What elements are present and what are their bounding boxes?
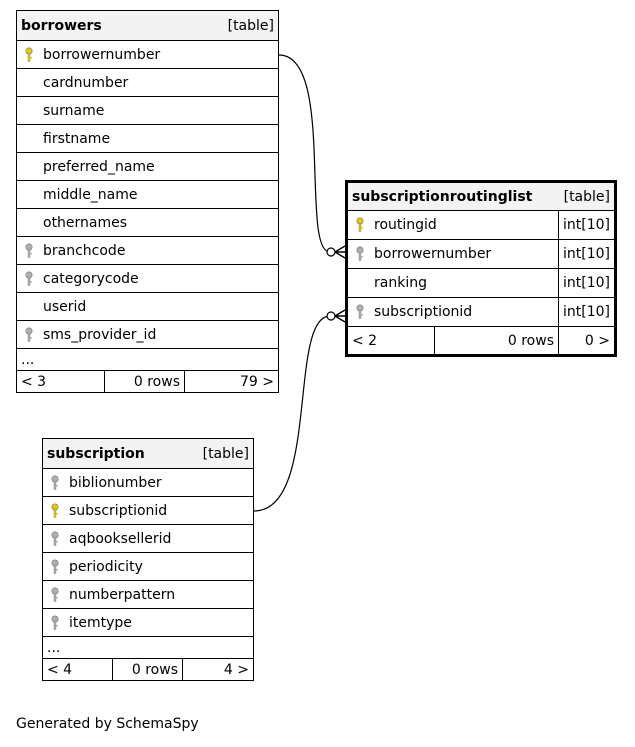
foreign-key-icon	[25, 327, 33, 343]
column-type: int[10]	[559, 269, 616, 298]
column-name: firstname	[43, 130, 111, 147]
parents-count[interactable]: < 2	[347, 327, 435, 356]
column-row[interactable]	[17, 321, 279, 349]
table-type: [table]	[202, 445, 249, 462]
column-row[interactable]	[43, 581, 254, 609]
column-row[interactable]	[17, 293, 279, 321]
column-row[interactable]	[17, 209, 279, 237]
column-name: numberpattern	[69, 586, 176, 603]
column-row[interactable]	[43, 525, 254, 553]
more-columns: ...	[17, 349, 279, 371]
column-row[interactable]	[17, 125, 279, 153]
column-row[interactable]	[17, 97, 279, 125]
column-name: aqbooksellerid	[69, 530, 172, 547]
column-row[interactable]	[17, 237, 279, 265]
column-name: itemtype	[69, 614, 132, 631]
column-name: borrowernumber	[374, 246, 492, 262]
table-header[interactable]	[17, 11, 279, 41]
table-type: [table]	[563, 188, 610, 205]
column-row[interactable]	[17, 265, 279, 293]
table-name: subscription	[47, 445, 145, 462]
parents-count[interactable]: < 3	[17, 371, 105, 393]
subscription-table[interactable]	[42, 438, 254, 681]
column-name: surname	[43, 102, 105, 119]
column-name: branchcode	[43, 242, 126, 259]
column-row[interactable]	[17, 181, 279, 209]
foreign-key-icon	[51, 587, 59, 603]
column-row[interactable]	[43, 609, 254, 637]
column-name: borrowernumber	[43, 46, 161, 63]
foreign-key-icon	[51, 475, 59, 491]
primary-key-icon	[356, 217, 364, 233]
generated-by-label: Generated by SchemaSpy	[16, 716, 199, 732]
column-type: int[10]	[559, 211, 616, 240]
children-count[interactable]: 4 >	[183, 659, 254, 681]
parents-count[interactable]: < 4	[43, 659, 113, 681]
column-name: sms_provider_id	[43, 326, 157, 343]
subscriptionroutinglist-table[interactable]	[345, 180, 617, 357]
table-header[interactable]	[43, 439, 254, 469]
column-name: subscriptionid	[374, 304, 473, 320]
foreign-key-icon	[25, 271, 33, 287]
column-row[interactable]	[17, 69, 279, 97]
column-name: routingid	[374, 217, 437, 233]
column-type: int[10]	[559, 298, 616, 327]
foreign-key-icon	[51, 615, 59, 631]
column-row[interactable]	[347, 269, 616, 298]
table-name: subscriptionroutinglist	[352, 188, 533, 205]
foreign-key-icon	[356, 304, 364, 320]
column-name: userid	[43, 298, 87, 315]
table-name: borrowers	[21, 17, 102, 34]
link-borrowers-routing	[279, 55, 330, 252]
children-count[interactable]: 0 >	[559, 327, 616, 356]
column-name: preferred_name	[43, 158, 155, 175]
table-header[interactable]	[347, 182, 616, 211]
foreign-key-icon	[51, 559, 59, 575]
borrowers-table[interactable]	[16, 10, 279, 393]
column-row[interactable]	[347, 240, 616, 269]
column-row[interactable]	[17, 41, 279, 69]
column-row[interactable]	[43, 497, 254, 525]
foreign-key-icon	[25, 243, 33, 259]
row-count: 0 rows	[105, 371, 185, 393]
primary-key-icon	[51, 503, 59, 519]
column-name: biblionumber	[69, 474, 162, 491]
column-row[interactable]	[43, 553, 254, 581]
column-row[interactable]	[347, 298, 616, 327]
column-name: periodicity	[69, 558, 143, 575]
column-row[interactable]	[17, 153, 279, 181]
column-name: subscriptionid	[69, 502, 168, 519]
foreign-key-icon	[51, 531, 59, 547]
column-name: categorycode	[43, 270, 139, 287]
column-row[interactable]	[43, 469, 254, 497]
column-name: cardnumber	[43, 74, 129, 91]
more-columns: ...	[43, 637, 254, 659]
column-name: othernames	[43, 214, 128, 231]
row-count: 0 rows	[113, 659, 183, 681]
column-name: ranking	[374, 275, 427, 291]
foreign-key-icon	[356, 246, 364, 262]
table-type: [table]	[227, 17, 274, 34]
column-type: int[10]	[559, 240, 616, 269]
column-name: middle_name	[43, 186, 138, 203]
primary-key-icon	[25, 47, 33, 63]
children-count[interactable]: 79 >	[185, 371, 279, 393]
column-row[interactable]	[347, 211, 616, 240]
row-count: 0 rows	[435, 327, 559, 356]
